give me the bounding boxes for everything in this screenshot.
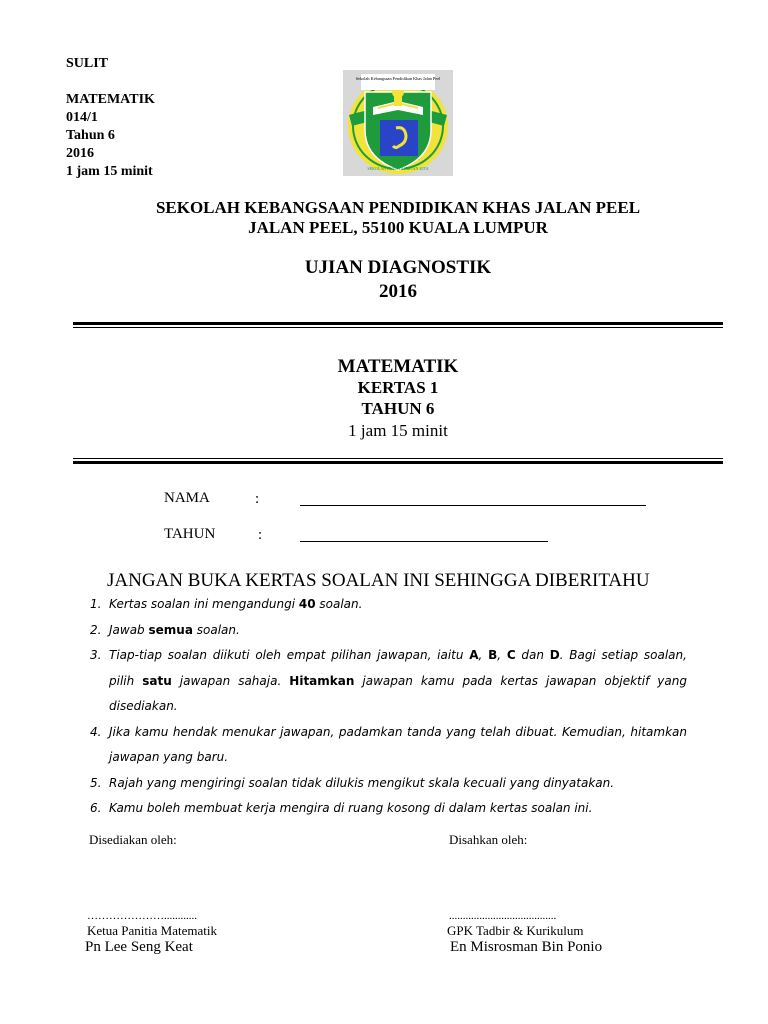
exam-year: 2016 [379,281,417,302]
instruction-text: Kertas soalan ini mengandungi [109,597,299,611]
instruction-text: dan [515,648,550,662]
instruction-bold: B [488,648,498,662]
instruction-text: Rajah yang mengiringi soalan tidak dilukis mengikut skala kecuali yang dinyatakan. [109,775,615,790]
instruction-text: Kamu boleh membuat kerja mengira di ruang kosong di dalam kertas soalan ini. [109,801,593,815]
school-address: JALAN PEEL, 55100 KUALA LUMPUR [248,218,548,237]
instruction-bold: D [549,648,560,662]
instruction-item [90,771,687,797]
header-subject: MATEMATIK [66,92,155,107]
header-year-level: Tahun 6 [66,128,115,143]
approved-name: En Misrosman Bin Ponio [450,939,603,955]
instruction-bold: Hitamkan [289,673,355,688]
instruction-bold: C [506,648,516,662]
prepared-name: Pn Lee Seng Keat [85,939,193,955]
instruction-number: 1. [90,597,102,611]
header-year: 2016 [66,146,94,161]
instruction-bold: 40 [298,597,316,611]
school-name: SEKOLAH KEBANGSAAN PENDIDIKAN KHAS JALAN PEEL [155,198,641,217]
logo-top-text: Sekolah Kebangsaan Pendidikan Khas Jalan Peel [355,76,441,81]
school-crest-icon [343,70,453,176]
divider-bottom-thin [73,458,723,459]
instruction-text: soalan. [192,622,240,637]
instruction-item [90,643,687,720]
logo-bottom-text: SEKOLAH BUDAYA IMPIAN KITA [367,166,429,171]
divider-top-thick [73,322,723,325]
prepared-by-label: Disediakan oleh: [89,832,177,847]
header-block [66,55,155,181]
instruction-text: , [478,648,489,662]
subject-title: MATEMATIK [337,356,459,377]
prepared-role: Ketua Panitia Matematik [87,923,217,938]
header-duration: 1 jam 15 minit [66,164,153,179]
instruction-bold: A [469,648,479,662]
instruction-text: Jawab [109,622,149,637]
instruction-item [90,618,687,644]
instruction-bold: semua [148,622,193,637]
instruction-number: 4. [90,724,102,739]
instruction-item [90,592,687,618]
name-input-line[interactable] [300,505,646,506]
instruction-text: soalan. [315,597,363,611]
instruction-text: jawapan sahaja. [171,673,290,688]
year-input-line[interactable] [300,541,548,542]
instruction-number: 5. [90,775,102,790]
year-label: TAHUN [164,526,216,542]
warning-heading: JANGAN BUKA KERTAS SOALAN INI SEHINGGA DIBERITAHU [107,570,650,591]
year-level-label: TAHUN 6 [361,399,435,418]
exam-title: UJIAN DIAGNOSTIK [304,257,492,278]
school-logo [343,70,453,176]
instruction-text: Tiap-tiap soalan diikuti oleh empat pilihan jawapan, iaitu [109,648,470,662]
instruction-bold: satu [142,673,172,688]
approved-by-label: Disahkan oleh: [449,832,528,847]
paper-label: KERTAS 1 [357,378,439,397]
instruction-number: 6. [90,801,102,815]
instruction-item [90,796,687,822]
instruction-item [90,720,687,771]
instruction-text: , [497,648,507,662]
name-label: NAMA [164,490,210,506]
divider-top-thin [73,327,723,328]
divider-bottom-thick [73,461,723,464]
instruction-text: Jika kamu hendak menukar jawapan, padamkan tanda yang telah dibuat. Kemudian, hitamkan jawapan yang baru. [109,724,687,764]
instruction-text: jawapan kamu pada kertas jawapan objektif yang disediakan. [109,673,687,713]
classification-label: SULIT [66,56,109,71]
approved-role: GPK Tadbir & Kurikulum [447,923,584,938]
instruction-number: 3. [90,648,102,662]
duration-label: 1 jam 15 minit [348,421,448,440]
year-colon: : [258,527,263,543]
prepared-signature-line: …………………............ [87,910,197,922]
header-code: 014/1 [66,110,98,125]
instructions-list [90,592,687,822]
approved-signature-line: ....................................... [449,910,557,922]
name-colon: : [255,491,260,507]
instruction-number: 2. [90,622,102,637]
instruction-text: . Bagi setiap soalan, pilih [109,648,687,688]
